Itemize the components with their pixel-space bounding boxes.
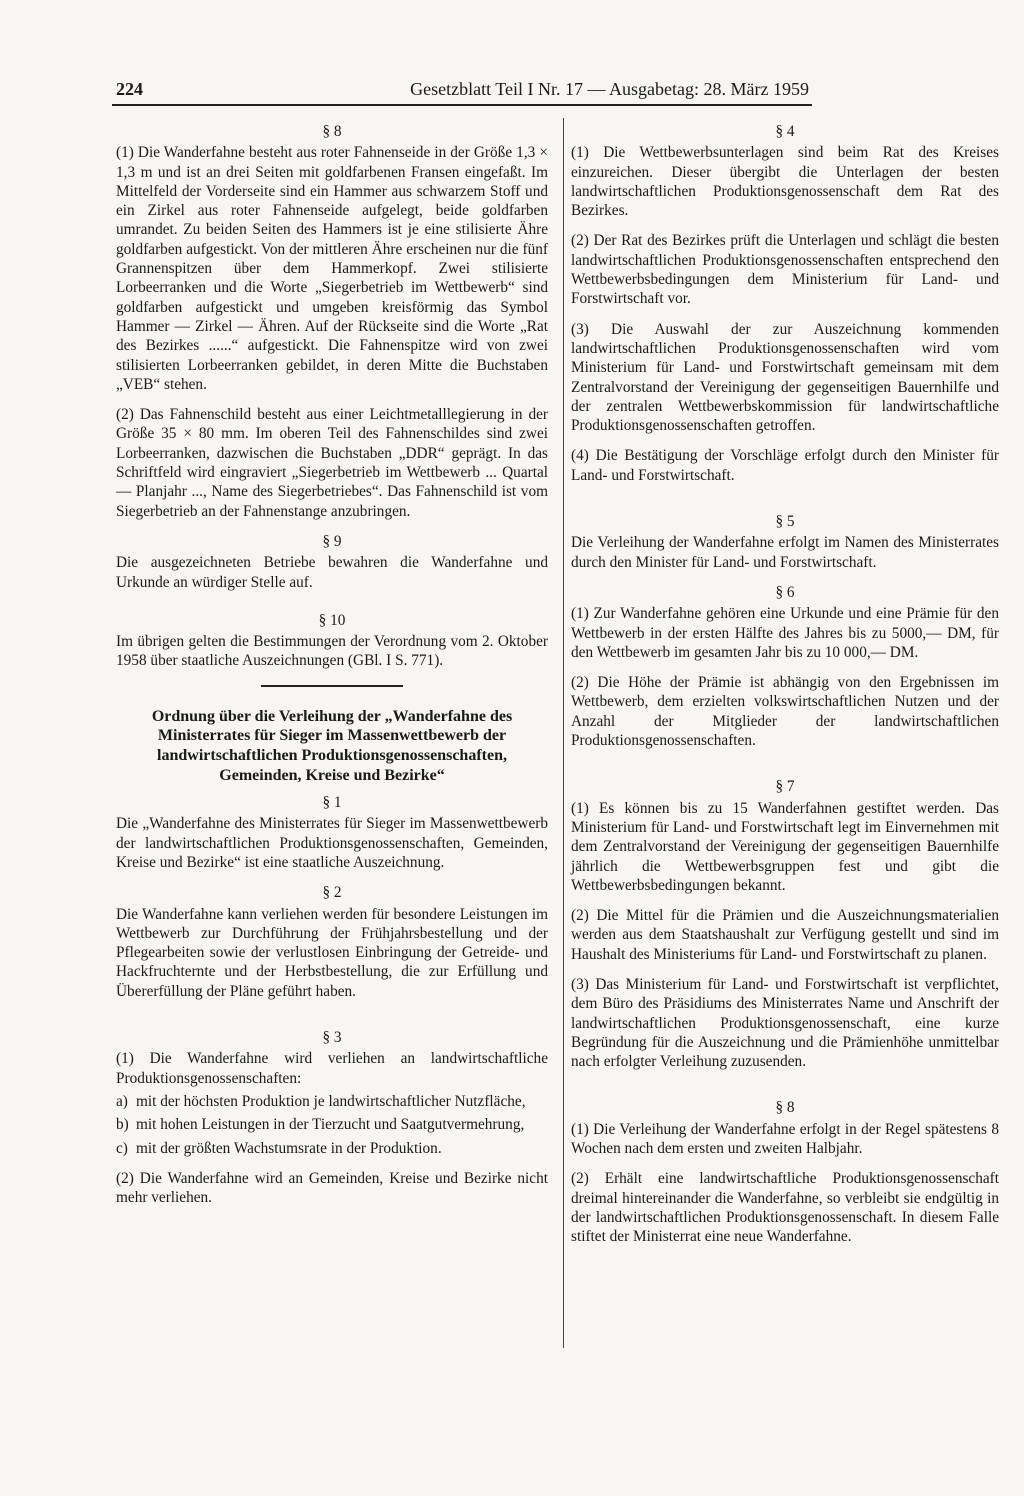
paragraph: (2) Der Rat des Bezirkes prüft die Unterlagen und schlägt die besten landwirtschaftlichen Produktionsgenossenschaften entsprechend den Wettbewerbsbedingungen dem Ministerium für Land- und Forstwirtschaft vor. [571,232,999,308]
paragraph: (1) Die Verleihung der Wanderfahne erfolgt in der Regel spätestens 8 Wochen nach dem ersten und zweiten Halbjahr. [571,1120,999,1158]
section-heading: § 4 [775,123,795,140]
paragraph: (1) Die Wanderfahne besteht aus roter Fahnenseide in der Größe 1,3 × 1,3 m und ist an drei Seiten mit goldfarbenen Fransen eingefaßt. Im Mittelfeld der Vorderseite sind ein Hammer aus schwarzem Stoff und ein Zirkel aus roter Fahnenseide aufgelegt, beide goldfarben umrandet. Zu beiden Seiten des Hammers ist je eine stilisierte Ähre goldfarben aufgestickt. Von der mittleren Ähre erscheinen nur die fünf Grannenspitzen über dem Hammerkopf. Zwei stilisierte Lorbeerranken und die Worte „Siegerbetrieb im Wettbewerb“ sind goldfarben aufgestickt und umgeben kreisförmig das Symbol Hammer — Zirkel — Ähren. Auf der Rückseite sind die Worte „Rat des Bezirkes ......“ aufgestickt. Die Fahnenspitze wird von zwei stilisierten Lorbeerranken gebildet, in deren Mitte die Buchstaben „VEB“ stehen. [116,144,548,393]
page-number: 224 [116,79,143,99]
paragraph: Im übrigen gelten die Bestimmungen der Verordnung vom 2. Oktober 1958 über staatliche Auszeichnungen (GBl. I S. 771). [116,633,548,670]
header-title: Gesetzblatt Teil I Nr. 17 — Ausgabetag: 28. März 1959 [410,79,809,99]
section-separator-rule [261,685,403,687]
paragraph: (1) Es können bis zu 15 Wanderfahnen gestiftet werden. Das Ministerium für Land- und Forstwirtschaft legt im Einvernehmen mit dem Zentralvorstand der Vereinigung der gegenseitigen Bauernhilfe jährlich die Wettbewerbsgruppen fest und gibt die Wettbewerbsbedingungen bekannt. [571,799,999,894]
left-column [116,122,548,1218]
list-item [116,1139,548,1158]
list-item-label: a) [116,1092,128,1110]
paragraph: (3) Das Ministerium für Land- und Forstwirtschaft ist verpflichtet, dem Büro des Präsidiums des Ministerrates Name und Anschrift der landwirtschaftlichen Produktionsgenossenschaft, eine kurze Begründung für die Auszeichnung und die Prämienhöhe unmittelbar nach erfolgter Verleihung zuzusenden. [571,975,999,1071]
section-heading: § 7 [775,778,795,796]
paragraph: Die Wanderfahne kann verliehen werden für besondere Leistungen im Wettbewerb zur Durchführung der Frühjahrsbestellung und der Pflegearbeiten sowie der verlustlosen Einbringung der Getreide- und Hackfruchternte und der Herbstbestellung, die zur Erfüllung und Übererfüllung der Pläne geführt haben. [116,905,548,1000]
list-item-text: mit der größten Wachstumsrate in der Produktion. [136,1139,442,1157]
section-heading: § 10 [318,611,346,629]
paragraph: (1) Die Wanderfahne wird verliehen an landwirtschaftliche Produktionsgenossenschaften: [116,1050,548,1087]
paragraph: (1) Zur Wanderfahne gehören eine Urkunde und eine Prämie für den Wettbewerb in der ersten Hälfte des Jahres bis zu 5000,— DM, für den Wettbewerb im gesamten Jahr bis zu 10 000,— DM. [571,605,999,661]
paragraph: (2) Die Wanderfahne wird an Gemeinden, Kreise und Bezirke nicht mehr verliehen. [116,1169,548,1207]
column-divider [563,118,564,1348]
list-item [116,1092,548,1111]
section-heading: § 3 [322,1029,342,1047]
list-item-text: mit der höchsten Produktion je landwirtschaftlicher Nutzfläche, [136,1092,526,1110]
right-column [571,122,999,1258]
paragraph: Die ausgezeichneten Betriebe bewahren die Wanderfahne und Urkunde an würdiger Stelle auf. [116,554,548,591]
section-heading: § 8 [775,1099,795,1117]
list-item-label: c) [116,1139,128,1157]
paragraph: (1) Die Wettbewerbsunterlagen sind beim Rat des Kreises einzureichen. Dieser übergibt die Unterlagen der besten landwirtschaftlichen Produktionsgenossenschaft dem Rat des Bezirkes. [571,144,999,220]
paragraph: (2) Das Fahnenschild besteht aus einer Leichtmetalllegierung in der Größe 35 × 80 mm. Im oberen Teil des Fahnenschildes sind zwei Lorbeerranken, dazwischen die Buchstaben „DDR“ geprägt. In das Schriftfeld wird eingraviert „Siegerbetrieb im Wettbewerb ... Quartal — Planjahr ..., Name des Siegerbetriebes“. Das Fahnenschild ist vom Siegerbetrieb an der Fahnenstange anzubringen. [116,406,548,520]
paragraph: Die Verleihung der Wanderfahne erfolgt im Namen des Ministerrates durch den Minister für Land- und Forstwirtschaft. [571,534,999,571]
page-header [116,78,809,100]
section-heading: § 1 [322,794,342,812]
section-heading: § 9 [322,532,342,550]
section-heading: § 5 [775,513,795,531]
list-item-label: b) [116,1116,129,1134]
paragraph: (2) Die Höhe der Prämie ist abhängig von den Ergebnissen im Wettbewerb, dem erzielten volkswirtschaftlichen Nutzen und der Anzahl der Mitglieder der landwirtschaftlichen Produktionsgenossenschaften. [571,674,999,750]
paragraph: (2) Erhält eine landwirtschaftliche Produktionsgenossenschaft dreimal hintereinander die Wanderfahne, so verbleibt sie endgültig in der landwirtschaftlichen Produktionsgenossenschaft. In diesem Falle stiftet der Ministerrat eine neue Wanderfahne. [571,1170,999,1246]
paragraph: (3) Die Auswahl der zur Auszeichnung kommenden landwirtschaftlichen Produktionsgenossenschaften wird vom Ministerium für Land- und Forstwirtschaft gemeinsam mit dem Zentralvorstand der Vereinigung der gegenseitigen Bauernhilfe und der zentralen Wettbewerbskommission für landwirtschaftliche Produktionsgenossenschaften getroffen. [571,320,999,435]
paragraph: (4) Die Bestätigung der Vorschläge erfolgt durch den Minister für Land- und Forstwirtschaft. [571,447,999,484]
list-item-text: mit hohen Leistungen in der Tierzucht und Saatgutvermehrung, [136,1116,525,1134]
section-heading: § 6 [775,583,795,601]
paragraph: Die „Wanderfahne des Ministerrates für Sieger im Massenwettbewerb der landwirtschaftlichen Produktionsgenossenschaften, Gemeinden, Kreise und Bezirke“ ist eine staatliche Auszeichnung. [116,815,548,871]
header-rule [112,104,812,106]
ordnung-title: Ordnung über die Verleihung der „Wanderfahne des Ministerrates für Sieger im Massenwettbewerb der landwirtschaftlichen Produktionsgenossenschaften, Gemeinden, Kreise und Bezirke“ [151,707,513,784]
section-heading: § 2 [322,884,342,902]
section-heading: § 8 [322,123,342,140]
paragraph: (2) Die Mittel für die Prämien und die Auszeichnungsmaterialien werden aus dem Staatshaushalt zur Verfügung gestellt und sind im Haushalt des Ministeriums für Land- und Forstwirtschaft zu planen. [571,907,999,963]
list-item [116,1115,548,1134]
